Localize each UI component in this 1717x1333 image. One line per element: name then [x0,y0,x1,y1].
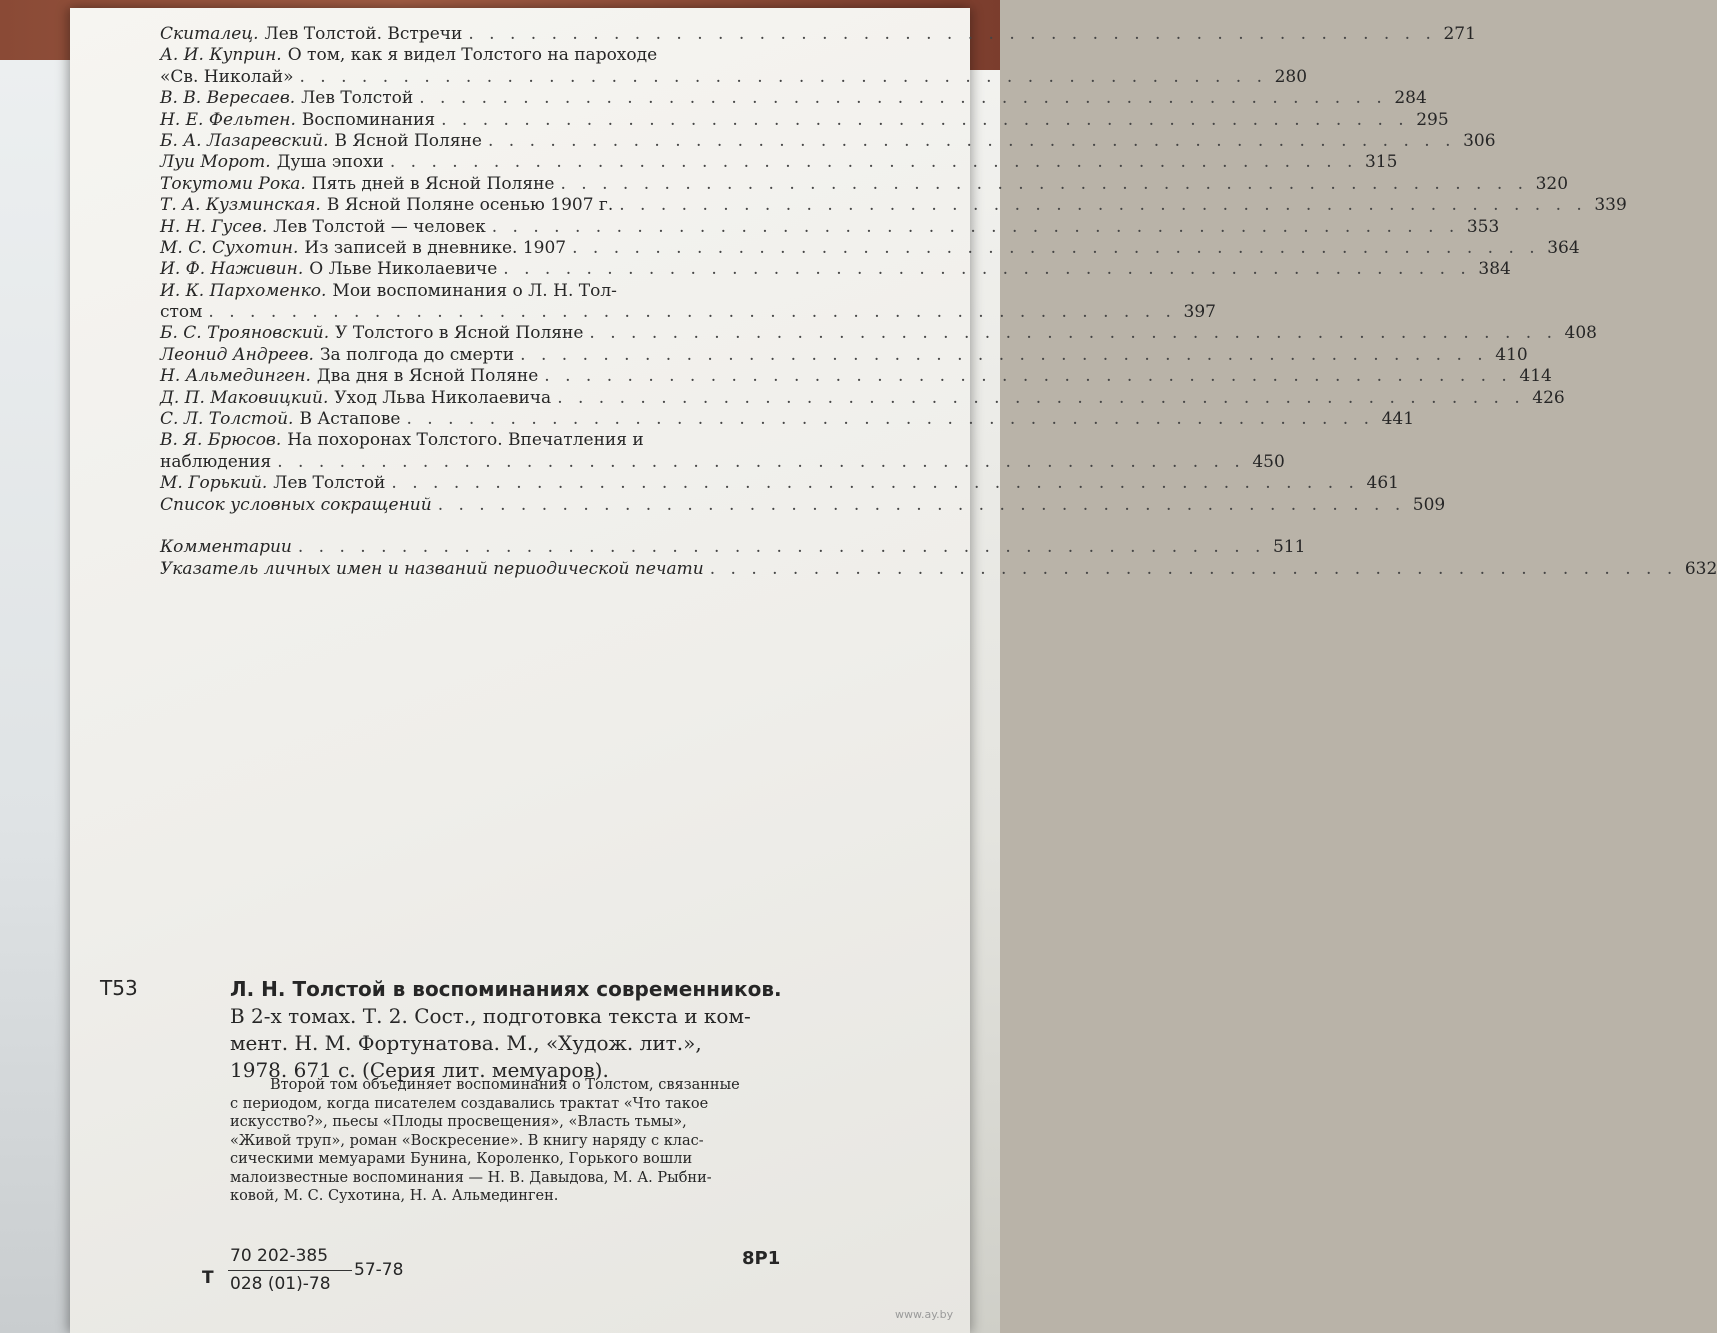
toc-title: Воспоминания [301,109,436,130]
toc-leader-dots: . . . . . . . . . . . . . . . . . . . . . . . . . . . . . . . . . . . . . . . . . . . . . . . [441,109,1409,130]
bib-line: В 2-х томах. Т. 2. Сост., подготовка текста и ком- [230,1004,751,1028]
toc-leader-dots: . . . . . . . . . . . . . . . . . . . . . . . . . . . . . . . . . . . . . . . . . . . . . . . [297,537,1266,558]
toc-author: И. Ф. Наживин. [160,259,304,280]
toc-author: Т. А. Кузминская. [160,195,321,216]
toc-row [160,109,1449,131]
toc-leader-dots: . . . . . . . . . . . . . . . . . . . . . . . . . . . . . . . . . . . . . . . . . . . . . . . [389,152,1358,173]
toc-author: Б. С. Трояновский. [160,323,330,344]
annotation-line: малоизвестные воспоминания — Н. В. Давыдова, М. А. Рыбни- [230,1169,712,1186]
toc-row [160,494,1446,516]
toc-row [160,45,880,66]
toc-title: «Св. Николай» [160,66,294,87]
index-denominator: 028 (01)-78 [230,1274,331,1294]
toc-row [160,130,1496,152]
toc-author: Н. Е. Фельтен. [160,109,296,130]
toc-leader-dots: . . . . . . . . . . . . . . . . . . . . . . . . . . . . . . . . . . . . . . . . . . . . . . . [468,24,1436,44]
toc-page-number: 426 [1532,387,1565,408]
toc-leader-dots: . . . . . . . . . . . . . . . . . . . . . . . . . . . . . . . . . . . . . . . . . . . . . . . [419,88,1387,109]
bib-line: мент. Н. М. Фортунатова. М., «Худож. лит.», [230,1031,702,1055]
toc-row [160,259,1511,280]
toc-page-number: 511 [1272,537,1306,558]
toc-leader-dots: . . . . . . . . . . . . . . . . . . . . . . . . . . . . . . . . . . . . . . . . . . . . . . . [487,130,1456,151]
annotation [230,1076,920,1206]
toc-page-number: 397 [1183,302,1216,323]
signature-mark: 8Р1 [742,1248,781,1269]
toc-leader-dots: . . . . . . . . . . . . . . . . . . . . . . . . . . . . . . . . . . . . . . . . . . . . . . . [491,216,1460,237]
watermark: www.ay.by [895,1308,954,1321]
annotation-line: с периодом, когда писателем создавались трактат «Что такое [230,1095,709,1112]
book-page [70,8,1717,1333]
toc-title: На похоронах Толстого. Впечатления и [287,430,644,451]
toc-row [160,24,1476,45]
toc-row [160,66,1308,88]
toc-row [160,344,1528,366]
toc-title: У Толстого в Ясной Поляне [335,323,584,344]
toc-author: А. И. Куприн. [160,45,282,66]
toc-title: Комментарии [160,537,292,558]
toc-row [160,152,1398,173]
toc-title: В Ясной Поляне осенью 1907 г. [326,195,614,216]
toc-row [160,366,1552,387]
toc-row [160,537,1306,558]
toc-leader-dots: . . . . . . . . . . . . . . . . . . . . . . . . . . . . . . . . . . . . . . . . . . . . . . . [208,302,1176,323]
toc-page-number: 306 [1463,130,1496,151]
toc-row [160,195,1627,216]
toc-author: Скиталец. [160,24,259,44]
toc-page-number: 280 [1274,66,1308,87]
toc-row [160,473,1399,494]
toc-page-number: 315 [1364,152,1398,173]
toc-author: В. В. Вересаев. [160,88,296,109]
toc-leader-dots: . . . . . . . . . . . . . . . . . . . . . . . . . . . . . . . . . . . . . . . . . . . . . . . [520,344,1488,365]
toc-row [160,387,1565,409]
toc-leader-dots: . . . . . . . . . . . . . . . . . . . . . . . . . . . . . . . . . . . . . . . . . . . . . . . [589,323,1557,344]
index-suffix: 57-78 [354,1260,404,1280]
toc-page-number: 320 [1535,173,1569,194]
toc-author: М. С. Сухотин. [160,237,299,258]
toc-title: Лев Толстой [301,88,414,109]
toc-page-number: 339 [1594,195,1627,216]
toc-page-number: 414 [1519,366,1552,387]
toc-page-number: 271 [1443,24,1476,44]
toc-leader-dots: . . . . . . . . . . . . . . . . . . . . . . . . . . . . . . . . . . . . . . . . . . . . . . . [277,451,1245,472]
toc-author: Леонид Андреев. [160,344,314,365]
toc-leader-dots: . . . . . . . . . . . . . . . . . . . . . . . . . . . . . . . . . . . . . . . . . . . . . . . [560,173,1529,194]
toc-title: Из записей в дневнике. 1907 [304,237,567,258]
annotation-line: Второй том объединяет воспоминания о Толстом, связанные [270,1077,740,1093]
toc-author: Луи Морот. [160,152,271,173]
toc-row [160,88,1427,109]
toc-title: Лев Толстой. Встречи [264,24,463,44]
annotation-line: «Живой труп», роман «Воскресение». В книгу наряду с клас- [230,1132,704,1149]
annotation-line: сическими мемуарами Бунина, Короленко, Горького вошли [230,1151,693,1167]
toc-row [160,451,1285,473]
toc-row [160,430,880,451]
toc-author: М. Горький. [160,473,268,494]
toc-leader-dots: . . . . . . . . . . . . . . . . . . . . . . . . . . . . . . . . . . . . . . . . . . . . . . . [391,473,1359,494]
toc-title: стом [160,302,203,323]
toc-leader-dots: . . . . . . . . . . . . . . . . . . . . . . . . . . . . . . . . . . . . . . . . . . . . . . . [406,409,1375,430]
annotation-line: искусство?», пьесы «Плоды просвещения», «Власть тьмы», [230,1114,687,1130]
toc-leader-dots: . . . . . . . . . . . . . . . . . . . . . . . . . . . . . . . . . . . . . . . . . . . . . . . [619,195,1587,216]
toc-page-number: 364 [1547,237,1580,258]
classification-code: Т53 [100,976,138,1000]
toc-title: Два дня в Ясной Поляне [316,366,539,387]
toc-page-number: 509 [1412,494,1446,515]
toc-row [160,323,1597,344]
toc-leader-dots: . . . . . . . . . . . . . . . . . . . . . . . . . . . . . . . . . . . . . . . . . . . . . . . [557,387,1525,408]
toc-row [160,173,1569,195]
toc-leader-dots: . . . . . . . . . . . . . . . . . . . . . . . . . . . . . . . . . . . . . . . . . . . . . . . [709,558,1678,579]
toc-title: Мои воспоминания о Л. Н. Тол- [332,280,617,301]
toc-title: В Ясной Поляне [334,130,482,151]
toc-title: наблюдения [160,451,272,472]
annotation-line: ковой, М. С. Сухотина, Н. А. Альмединген. [230,1188,559,1204]
fraction-bar [228,1270,352,1271]
toc-title: О том, как я видел Толстого на пароходе [287,45,658,66]
book-title: Л. Н. Толстой в воспоминаниях современников. [230,977,782,1001]
toc-page-number: 384 [1478,259,1511,280]
toc-row [160,237,1580,259]
toc-page-number: 410 [1495,344,1528,365]
toc-page-number: 284 [1394,88,1427,109]
toc-author: И. К. Пархоменко. [160,280,327,301]
toc-row [160,558,1717,580]
bibliographic-entry [230,976,920,1084]
toc-title: О Льве Николаевиче [309,259,498,280]
toc-page-number: 295 [1416,109,1449,130]
toc-page-number: 441 [1381,409,1415,430]
toc-leader-dots: . . . . . . . . . . . . . . . . . . . . . . . . . . . . . . . . . . . . . . . . . . . . . . . [572,237,1540,258]
toc-leader-dots: . . . . . . . . . . . . . . . . . . . . . . . . . . . . . . . . . . . . . . . . . . . . . . . [437,494,1406,515]
toc-title: Лев Толстой — человек [273,216,486,237]
toc-title: Душа эпохи [276,152,384,173]
toc-leader-dots: . . . . . . . . . . . . . . . . . . . . . . . . . . . . . . . . . . . . . . . . . . . . . . . [299,66,1268,87]
toc-title: Указатель личных имен и названий периодической печати [160,558,704,579]
table-of-contents [160,24,1717,580]
toc-row [160,409,1415,430]
toc-leader-dots: . . . . . . . . . . . . . . . . . . . . . . . . . . . . . . . . . . . . . . . . . . . . . . . [503,259,1471,280]
index-numerator: 70 202-385 [230,1246,329,1266]
toc-author: Н. Н. Гусев. [160,216,268,237]
toc-page-number: 450 [1252,451,1285,472]
toc-title: За полгода до смерти [319,344,515,365]
bib-line: 1978. 671 с. (Серия лит. мемуаров). [230,1058,609,1082]
toc-author: Токутоми Рока. [160,173,306,194]
toc-author: Б. А. Лазаревский. [160,130,329,151]
toc-title: Пять дней в Ясной Поляне [311,173,555,194]
toc-page-number: 408 [1564,323,1597,344]
toc-title: В Астапове [299,409,401,430]
toc-page-number: 632 [1684,558,1717,579]
toc-row [160,516,880,537]
toc-author: В. Я. Брюсов. [160,430,282,451]
toc-author: С. Л. Толстой. [160,409,294,430]
toc-row [160,302,1216,323]
toc-title: Лев Толстой [273,473,386,494]
toc-page-number: 461 [1366,473,1399,494]
toc-row [160,216,1500,238]
toc-page-number: 353 [1466,216,1500,237]
toc-leader-dots: . . . . . . . . . . . . . . . . . . . . . . . . . . . . . . . . . . . . . . . . . . . . . . . [544,366,1512,387]
toc-author: Н. Альмединген. [160,366,311,387]
toc-title: Список условных сокращений [160,494,432,515]
toc-author: Д. П. Маковицкий. [160,387,329,408]
index-letter: Т [202,1268,214,1288]
toc-title: Уход Льва Николаевича [334,387,552,408]
toc-row [160,281,880,302]
